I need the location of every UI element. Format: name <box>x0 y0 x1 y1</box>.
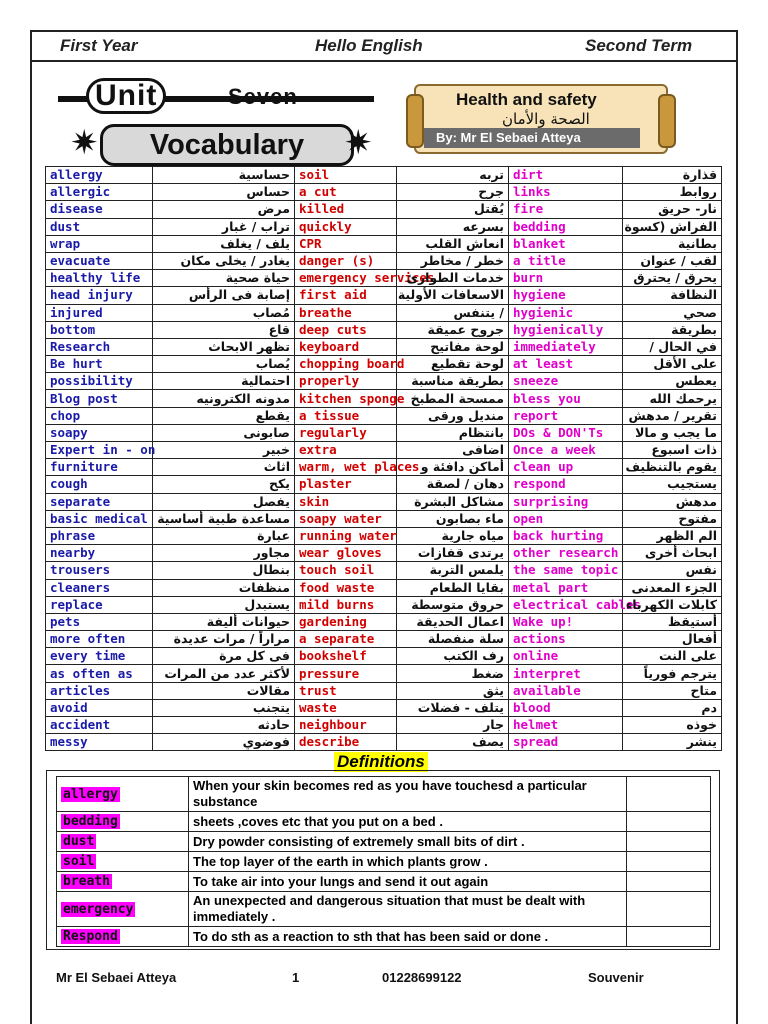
vocabulary-row <box>46 390 722 407</box>
vocab-word-col2: describe <box>295 734 397 751</box>
vocabulary-row <box>46 287 722 304</box>
vocab-meaning-col2: مشاكل البشرة <box>397 493 509 510</box>
vocabulary-row <box>46 476 722 493</box>
scroll-rod-left-icon <box>406 94 424 148</box>
author-strip: By: Mr El Sebaei Atteya <box>424 128 640 148</box>
vocab-meaning-col2: اعمال الحديقة <box>397 613 509 630</box>
vocab-word-col1: Blog post <box>46 390 153 407</box>
vocab-meaning-col2: جار <box>397 717 509 734</box>
vocab-word-col3: metal part <box>509 579 623 596</box>
vocab-meaning-col1: حساسية <box>153 167 295 184</box>
vocabulary-row <box>46 665 722 682</box>
vocab-word-col1: Be hurt <box>46 356 153 373</box>
vocab-meaning-col1: مساعدة طبية أساسية <box>153 510 295 527</box>
vocab-word-col2: first aid <box>295 287 397 304</box>
vocab-word-col2: plaster <box>295 476 397 493</box>
definition-row <box>57 892 711 927</box>
vocab-meaning-col1: يكح <box>153 476 295 493</box>
vocab-meaning-col2: حروق متوسطة <box>397 596 509 613</box>
vocab-meaning-col3: خوذه <box>623 717 722 734</box>
vocab-word-col1: basic medical <box>46 510 153 527</box>
vocab-word-col2: touch soil <box>295 562 397 579</box>
definition-term-cell <box>57 927 189 947</box>
definition-row <box>57 872 711 892</box>
vocabulary-row <box>46 545 722 562</box>
vocab-meaning-col3: يستجيب <box>623 476 722 493</box>
definition-empty-cell <box>627 777 711 812</box>
vocab-word-col1: accident <box>46 717 153 734</box>
vocab-meaning-col3: قذارة <box>623 167 722 184</box>
vocab-word-col3: a title <box>509 252 623 269</box>
definition-term-cell <box>57 812 189 832</box>
vocab-word-col3: sneeze <box>509 373 623 390</box>
vocab-meaning-col2: أماكن دافئة و <box>397 459 509 476</box>
vocab-word-col3: other research <box>509 545 623 562</box>
definition-term: bedding <box>63 814 118 829</box>
vocab-meaning-col2: ممسحة المطبخ <box>397 390 509 407</box>
vocab-meaning-col1: تراب / غبار <box>153 218 295 235</box>
vocab-meaning-col3: الجزء المعدنى <box>623 579 722 596</box>
vocab-word-col2: breathe <box>295 304 397 321</box>
definition-empty-cell <box>627 852 711 872</box>
vocab-meaning-col2: يثق <box>397 682 509 699</box>
definition-term-cell <box>57 872 189 892</box>
definition-meaning: An unexpected and dangerous situation that must be dealt with immediately . <box>189 892 627 927</box>
vocabulary-row <box>46 304 722 321</box>
vocab-meaning-col3: ابحاث أخرى <box>623 545 722 562</box>
vocab-word-col1: Expert in - on <box>46 442 153 459</box>
definition-meaning: To do sth as a reaction to sth that has been said or done . <box>189 927 627 947</box>
vocab-word-col2: a cut <box>295 184 397 201</box>
vocab-meaning-col1: حساس <box>153 184 295 201</box>
vocab-word-col2: killed <box>295 201 397 218</box>
vocabulary-row <box>46 407 722 424</box>
vocab-word-col3: DOs & DON'Ts <box>509 424 623 441</box>
vocab-word-col1: cleaners <box>46 579 153 596</box>
definitions-table <box>56 776 711 947</box>
star-left-icon: ✷ <box>70 123 99 163</box>
vocab-word-col2: soil <box>295 167 397 184</box>
vocab-meaning-col1: إصابة فى الرأس <box>153 287 295 304</box>
vocab-meaning-col3: مدهش <box>623 493 722 510</box>
vocab-word-col2: a separate <box>295 631 397 648</box>
definition-term: soil <box>63 854 95 869</box>
vocab-word-col3: spread <box>509 734 623 751</box>
vocab-meaning-col3: ذات اسبوع <box>623 442 722 459</box>
definition-row <box>57 812 711 832</box>
vocab-word-col1: nearby <box>46 545 153 562</box>
vocab-meaning-col3: صحي <box>623 304 722 321</box>
vocab-word-col3: open <box>509 510 623 527</box>
vocab-meaning-col2: لوحة تقطيع <box>397 356 509 373</box>
vocab-meaning-col1: فى كل مرة <box>153 648 295 665</box>
vocabulary-row <box>46 235 722 252</box>
vocabulary-heading-box <box>100 124 354 166</box>
definition-term: Respond <box>63 929 118 944</box>
vocab-meaning-col1: صابونى <box>153 424 295 441</box>
vocab-word-col1: articles <box>46 682 153 699</box>
vocab-meaning-col1: منظفات <box>153 579 295 596</box>
vocab-meaning-col3: أفعال <box>623 631 722 648</box>
unit-number: Seven <box>228 84 298 109</box>
vocab-meaning-col1: مجاور <box>153 545 295 562</box>
topic-arabic: الصحة والأمان <box>502 110 590 128</box>
vocab-word-col1: dust <box>46 218 153 235</box>
definition-row <box>57 777 711 812</box>
vocabulary-row <box>46 201 722 218</box>
vocab-word-col3: respond <box>509 476 623 493</box>
vocabulary-row <box>46 338 722 355</box>
vocab-meaning-col3: كابلات الكهرباء <box>623 596 722 613</box>
vocab-word-col1: allergic <box>46 184 153 201</box>
vocab-word-col1: cough <box>46 476 153 493</box>
vocabulary-row <box>46 596 722 613</box>
unit-word: Unit <box>86 78 166 114</box>
vocab-meaning-col1: مراراً / مرات عديدة <box>153 631 295 648</box>
vocab-meaning-col3: ينشر <box>623 734 722 751</box>
vocab-meaning-col3: مفتوح <box>623 510 722 527</box>
vocab-meaning-col1: يقطع <box>153 407 295 424</box>
definition-term-cell <box>57 892 189 927</box>
vocab-meaning-col2: / يتنفس <box>397 304 509 321</box>
vocab-meaning-col2: الاسعافات الأولية <box>397 287 509 304</box>
vocabulary-row <box>46 527 722 544</box>
vocab-meaning-col3: على النت <box>623 648 722 665</box>
vocab-word-col3: hygienic <box>509 304 623 321</box>
vocab-meaning-col3: بطانية <box>623 235 722 252</box>
vocab-word-col1: evacuate <box>46 252 153 269</box>
vocab-word-col2: food waste <box>295 579 397 596</box>
definition-empty-cell <box>627 927 711 947</box>
vocab-word-col3: online <box>509 648 623 665</box>
vocab-word-col2: running water <box>295 527 397 544</box>
definition-empty-cell <box>627 872 711 892</box>
definition-meaning: Dry powder consisting of extremely small bits of dirt . <box>189 832 627 852</box>
vocab-meaning-col3: على الأقل <box>623 356 722 373</box>
vocab-meaning-col1: يتجنب <box>153 699 295 716</box>
vocabulary-table <box>45 166 722 751</box>
definition-term: emergency <box>63 901 134 917</box>
vocab-word-col2: emergency services <box>295 270 397 287</box>
vocab-meaning-col1: فوضوي <box>153 734 295 751</box>
vocab-meaning-col2: تربه <box>397 167 509 184</box>
vocab-word-col2: a tissue <box>295 407 397 424</box>
vocab-word-col2: trust <box>295 682 397 699</box>
vocab-meaning-col3: دم <box>623 699 722 716</box>
vocab-meaning-col2: بانتظام <box>397 424 509 441</box>
definition-term-cell <box>57 832 189 852</box>
definition-term: breath <box>63 874 110 889</box>
vocab-word-col1: healthy life <box>46 270 153 287</box>
vocab-meaning-col2: انعاش القلب <box>397 235 509 252</box>
vocab-meaning-col2: منديل ورقى <box>397 407 509 424</box>
vocab-word-col1: wrap <box>46 235 153 252</box>
vocab-word-col2: waste <box>295 699 397 716</box>
vocab-meaning-col1: مرض <box>153 201 295 218</box>
vocab-meaning-col2: مياه جارية <box>397 527 509 544</box>
vocab-meaning-col2: يصف <box>397 734 509 751</box>
vocab-word-col1: replace <box>46 596 153 613</box>
vocab-meaning-col1: احتمالية <box>153 373 295 390</box>
vocab-meaning-col2: اضافى <box>397 442 509 459</box>
vocab-word-col2: chopping board <box>295 356 397 373</box>
vocab-word-col2: gardening <box>295 613 397 630</box>
vocab-meaning-col2: يلمس التربة <box>397 562 509 579</box>
vocab-meaning-col2: بقايا الطعام <box>397 579 509 596</box>
vocab-meaning-col3: بطريقة <box>623 321 722 338</box>
vocab-meaning-col1: مُصاب <box>153 304 295 321</box>
vocab-word-col3: clean up <box>509 459 623 476</box>
vocab-meaning-col3: روابط <box>623 184 722 201</box>
vocabulary-row <box>46 184 722 201</box>
vocab-meaning-col1: خبير <box>153 442 295 459</box>
definition-empty-cell <box>627 892 711 927</box>
vocab-meaning-col3: متاح <box>623 682 722 699</box>
definition-row <box>57 852 711 872</box>
vocab-meaning-col3: ما يجب و مالا <box>623 424 722 441</box>
topic-title: Health and safety <box>456 90 597 109</box>
vocab-meaning-col2: دهان / لصقة <box>397 476 509 493</box>
vocab-word-col2: mild burns <box>295 596 397 613</box>
definition-empty-cell <box>627 832 711 852</box>
header-book: Hello English <box>315 36 423 55</box>
vocab-word-col3: bless you <box>509 390 623 407</box>
vocab-meaning-col2: بسرعه <box>397 218 509 235</box>
vocabulary-row <box>46 442 722 459</box>
vocabulary-row <box>46 682 722 699</box>
definition-row <box>57 832 711 852</box>
vocab-meaning-col2: يرتدى قفازات <box>397 545 509 562</box>
vocab-meaning-col1: حياة صحية <box>153 270 295 287</box>
vocab-meaning-col1: يغادر / يخلى مكان <box>153 252 295 269</box>
vocabulary-row <box>46 424 722 441</box>
vocabulary-row <box>46 510 722 527</box>
star-right-icon: ✷ <box>344 123 373 163</box>
vocab-word-col2: skin <box>295 493 397 510</box>
vocab-word-col1: chop <box>46 407 153 424</box>
vocabulary-row <box>46 459 722 476</box>
vocabulary-row <box>46 373 722 390</box>
vocab-word-col2: deep cuts <box>295 321 397 338</box>
vocab-word-col3: report <box>509 407 623 424</box>
vocabulary-row <box>46 648 722 665</box>
vocab-word-col1: soapy <box>46 424 153 441</box>
vocab-word-col3: Wake up! <box>509 613 623 630</box>
vocab-meaning-col1: قاع <box>153 321 295 338</box>
header-term: Second Term <box>585 36 693 55</box>
definition-meaning: When your skin becomes red as you have touchesd a particular substance <box>189 777 627 812</box>
header-divider <box>30 60 738 62</box>
vocab-word-col1: trousers <box>46 562 153 579</box>
vocab-word-col3: actions <box>509 631 623 648</box>
vocabulary-row <box>46 579 722 596</box>
vocab-word-col1: separate <box>46 493 153 510</box>
vocab-meaning-col3: يرحمك الله <box>623 390 722 407</box>
vocab-word-col1: head injury <box>46 287 153 304</box>
vocabulary-row <box>46 167 722 184</box>
vocab-meaning-col1: يستبدل <box>153 596 295 613</box>
vocab-meaning-col1: اثاث <box>153 459 295 476</box>
definition-term: dust <box>63 834 95 849</box>
vocab-meaning-col2: جرح <box>397 184 509 201</box>
vocab-meaning-col1: لأكثر عدد من المرات <box>153 665 295 682</box>
vocab-word-col1: injured <box>46 304 153 321</box>
vocab-meaning-col2: يتلف - فضلات <box>397 699 509 716</box>
vocab-meaning-col3: النظافة <box>623 287 722 304</box>
definition-empty-cell <box>627 812 711 832</box>
vocabulary-row <box>46 699 722 716</box>
vocab-word-col1: Research <box>46 338 153 355</box>
vocab-meaning-col1: بنطال <box>153 562 295 579</box>
vocab-word-col3: electrical cables <box>509 596 623 613</box>
vocab-word-col2: quickly <box>295 218 397 235</box>
vocab-word-col2: CPR <box>295 235 397 252</box>
vocab-word-col2: wear gloves <box>295 545 397 562</box>
vocab-word-col3: dirt <box>509 167 623 184</box>
definition-meaning: The top layer of the earth in which plants grow . <box>189 852 627 872</box>
vocab-word-col1: messy <box>46 734 153 751</box>
vocab-word-col3: the same topic <box>509 562 623 579</box>
definition-term: allergy <box>63 786 118 802</box>
vocab-meaning-col2: خطر / مخاطر <box>397 252 509 269</box>
vocab-meaning-col2: سلة منفصلة <box>397 631 509 648</box>
vocab-word-col1: as often as <box>46 665 153 682</box>
vocab-word-col2: bookshelf <box>295 648 397 665</box>
vocab-meaning-col1: حيوانات أليفة <box>153 613 295 630</box>
vocab-meaning-col3: في الحال / <box>623 338 722 355</box>
vocabulary-row <box>46 356 722 373</box>
vocabulary-row <box>46 734 722 751</box>
vocab-word-col3: links <box>509 184 623 201</box>
vocab-word-col3: fire <box>509 201 623 218</box>
vocab-meaning-col1: عبارة <box>153 527 295 544</box>
vocab-word-col1: every time <box>46 648 153 665</box>
vocab-word-col1: phrase <box>46 527 153 544</box>
footer-page-number: 1 <box>292 970 300 985</box>
vocab-meaning-col2: ضغط <box>397 665 509 682</box>
definition-term-cell <box>57 852 189 872</box>
definitions-title: Definitions <box>334 752 428 772</box>
vocab-meaning-col3: الم الظهر <box>623 527 722 544</box>
vocab-meaning-col1: يلف / يغلف <box>153 235 295 252</box>
vocab-meaning-col3: يترجم فورياً <box>623 665 722 682</box>
vocab-meaning-col3: الفراش (كسوة <box>623 218 722 235</box>
vocab-word-col1: possibility <box>46 373 153 390</box>
vocab-word-col1: pets <box>46 613 153 630</box>
header-year: First Year <box>60 36 138 55</box>
vocab-word-col2: warm, wet places <box>295 459 397 476</box>
footer-note: Souvenir <box>588 970 644 985</box>
vocabulary-row <box>46 270 722 287</box>
vocab-meaning-col3: نار- حريق <box>623 201 722 218</box>
vocab-word-col2: danger (s) <box>295 252 397 269</box>
vocab-word-col1: furniture <box>46 459 153 476</box>
vocab-word-col3: immediately <box>509 338 623 355</box>
unit-banner <box>58 78 374 116</box>
vocab-word-col3: interpret <box>509 665 623 682</box>
vocab-meaning-col1: يفصل <box>153 493 295 510</box>
vocab-word-col2: pressure <box>295 665 397 682</box>
vocab-word-col3: helmet <box>509 717 623 734</box>
vocab-word-col2: regularly <box>295 424 397 441</box>
vocab-word-col1: bottom <box>46 321 153 338</box>
scroll-rod-right-icon <box>658 94 676 148</box>
vocab-meaning-col2: جروح عميقة <box>397 321 509 338</box>
vocab-word-col3: Once a week <box>509 442 623 459</box>
vocabulary-row <box>46 321 722 338</box>
vocab-word-col3: blood <box>509 699 623 716</box>
vocabulary-row <box>46 218 722 235</box>
vocab-meaning-col3: يحرق / يحترق <box>623 270 722 287</box>
vocab-word-col1: disease <box>46 201 153 218</box>
vocab-word-col2: properly <box>295 373 397 390</box>
vocab-meaning-col2: بطريقة مناسبة <box>397 373 509 390</box>
vocab-word-col3: available <box>509 682 623 699</box>
vocab-meaning-col1: تظهر الابحاث <box>153 338 295 355</box>
vocab-meaning-col1: يُصاب <box>153 356 295 373</box>
vocab-meaning-col1: مقالات <box>153 682 295 699</box>
vocabulary-row <box>46 613 722 630</box>
vocab-meaning-col3: لقب / عنوان <box>623 252 722 269</box>
vocab-word-col2: neighbour <box>295 717 397 734</box>
vocab-meaning-col3: تقرير / مدهش <box>623 407 722 424</box>
vocab-meaning-col1: مدونه الكترونيه <box>153 390 295 407</box>
vocab-word-col3: burn <box>509 270 623 287</box>
vocabulary-row <box>46 493 722 510</box>
vocab-meaning-col3: يقوم بالتنظيف <box>623 459 722 476</box>
vocab-word-col2: keyboard <box>295 338 397 355</box>
vocab-meaning-col2: يُقتل <box>397 201 509 218</box>
vocab-meaning-col3: يعطس <box>623 373 722 390</box>
definition-term-cell <box>57 777 189 812</box>
vocabulary-row <box>46 631 722 648</box>
vocab-word-col1: more often <box>46 631 153 648</box>
vocab-meaning-col2: خدمات الطوارئ <box>397 270 509 287</box>
vocab-meaning-col3: أستيقظ <box>623 613 722 630</box>
vocabulary-row <box>46 717 722 734</box>
vocab-word-col3: blanket <box>509 235 623 252</box>
vocab-word-col3: at least <box>509 356 623 373</box>
definition-meaning: To take air into your lungs and send it out again <box>189 872 627 892</box>
vocab-meaning-col3: نفس <box>623 562 722 579</box>
vocab-meaning-col2: ماء بصابون <box>397 510 509 527</box>
vocab-word-col3: hygiene <box>509 287 623 304</box>
definition-meaning: sheets ,coves etc that you put on a bed . <box>189 812 627 832</box>
vocab-word-col2: soapy water <box>295 510 397 527</box>
vocab-word-col3: back hurting <box>509 527 623 544</box>
vocabulary-row <box>46 562 722 579</box>
vocab-meaning-col1: حادثه <box>153 717 295 734</box>
vocabulary-row <box>46 252 722 269</box>
vocab-word-col3: bedding <box>509 218 623 235</box>
vocab-word-col2: extra <box>295 442 397 459</box>
vocab-word-col1: avoid <box>46 699 153 716</box>
definition-row <box>57 927 711 947</box>
vocab-meaning-col2: رف الكتب <box>397 648 509 665</box>
vocab-word-col1: allergy <box>46 167 153 184</box>
vocab-meaning-col2: لوحة مفاتيح <box>397 338 509 355</box>
vocab-word-col2: kitchen sponge <box>295 390 397 407</box>
vocab-word-col3: hygienically <box>509 321 623 338</box>
vocabulary-heading: Vocabulary <box>149 129 305 161</box>
footer-phone: 01228699122 <box>382 970 462 985</box>
footer-author: Mr El Sebaei Atteya <box>56 970 177 985</box>
vocab-word-col3: surprising <box>509 493 623 510</box>
